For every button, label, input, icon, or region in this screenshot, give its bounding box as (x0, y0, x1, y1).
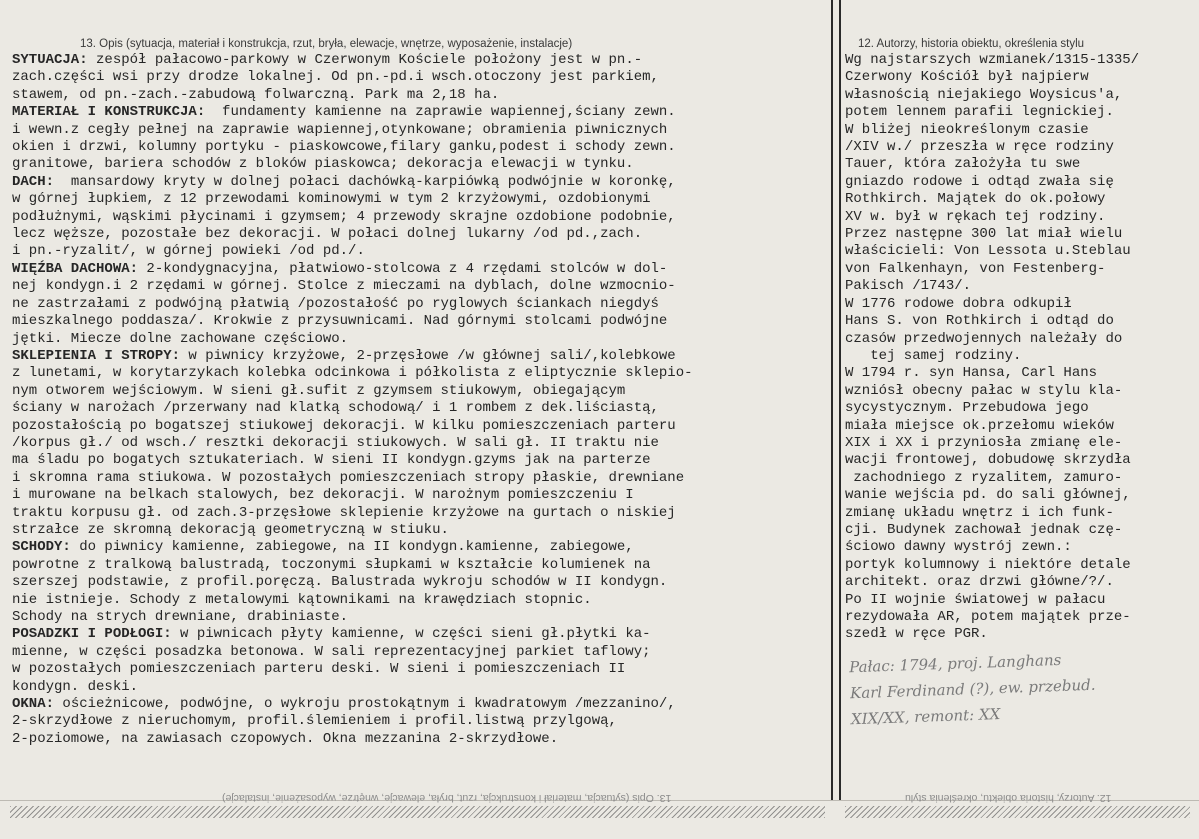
section-text: Schody na strych drewniane, drabiniaste. (12, 609, 349, 625)
section-text: powrotne z tralkową balustradą, toczonymi słupkami w kształcie kolumienek na (12, 556, 651, 573)
text-line (12, 731, 693, 748)
section-text: okien i drzwi, kolumny portyku - piaskowcowe,filary ganku,podest i schody zewn. (12, 139, 676, 156)
mirrored-footer-right: 12. Autorzy, historia obiektu, określenia stylu (905, 792, 1112, 804)
section-text: i wewn.z cegły pełnej na zaprawie wapiennej,otynkowane; obramienia piwnicznych (12, 121, 668, 138)
history-line: potem lennem parafii legnickiej. (845, 104, 1114, 121)
text-line (12, 122, 693, 139)
text-line (12, 609, 693, 626)
history-line: architekt. oraz drzwi główne/?/. (845, 574, 1114, 591)
history-line: Tauer, która założyła tu swe (845, 156, 1081, 173)
section-text: i skromna rama stiukowa. W pozostałych pomieszczeniach stropy płaskie, drewniane (12, 469, 685, 486)
handwritten-line: Karl Ferdinand (?), ew. przebud. (849, 675, 1096, 703)
history-line: zmianę układu wnętrz i ich funk- (845, 504, 1114, 521)
section-text: ściany w narożach /przerwany nad klatką schodową/ i 1 rombem z dek.liściastą, (12, 400, 659, 417)
history-line: W bliżej nieokreślonym czasie (845, 121, 1089, 138)
text-line (12, 592, 693, 609)
section-text: i pn.-ryzalit/, w górnej powieki /od pd./. (12, 243, 365, 260)
section-text: strzałce ze skromną dekoracją geometryczną w stiuku. (12, 521, 449, 538)
text-line (12, 661, 693, 678)
section-text: ne zastrzałami z podwójną płatwią /pozostałość po ryglowych ściankach niegdyś (12, 295, 659, 312)
section-text: zespół pałacowo-parkowy w Czerwonym Kościele położony jest w pn.- (87, 52, 643, 68)
text-line (12, 679, 693, 696)
history-line: wanie wejścia pd. do sali głównej, (845, 487, 1131, 504)
section-text: kondygn. deski. (12, 678, 139, 695)
text-line (12, 243, 693, 260)
section-text: i murowane na belkach stalowych, bez dekoracji. W narożnym pomieszczeniu I (12, 487, 634, 504)
history-column (845, 52, 1139, 644)
history-line: szedł w ręce PGR. (845, 626, 988, 643)
history-line: tej samej rodziny. (845, 347, 1022, 364)
text-line (12, 557, 693, 574)
history-line: XIX i XX i przyniosła zmianę ele- (845, 434, 1123, 451)
section-heading: OKNA: (12, 696, 55, 713)
handwritten-annotation (849, 646, 1097, 733)
text-line (12, 296, 693, 313)
section-text: pozostałością po bogatszej stiukowej dekoracji. W kilku pomieszczeniach parteru (12, 417, 676, 434)
history-line: Pakisch /1743/. (845, 278, 972, 295)
history-line: XV w. był w rękach tej rodziny. (845, 208, 1106, 225)
text-line (12, 69, 693, 86)
text-line (12, 626, 693, 643)
section-heading: MATERIAŁ I KONSTRUKCJA: (12, 104, 206, 121)
section-text: 2-poziomowe, na zawiasach czopowych. Okna mezzanina 2-skrzydłowe. (12, 730, 559, 747)
history-line: Rothkirch. Majątek do ok.połowy (845, 191, 1106, 208)
mirrored-footer-left: 13. Opis (sytuacja, materiał i konstrukcja, rzut, bryła, elewacje, wnętrze, wyposażenie, instalacje) (222, 792, 672, 804)
text-line (12, 418, 693, 435)
section-text: w piwnicy krzyżowe, 2-przęsłowe /w głównej sali/,kolebkowe (180, 347, 676, 364)
section-heading: SCHODY: (12, 539, 71, 556)
section-heading: DACH: (12, 173, 55, 190)
history-line: wacji frontowej, dobudowę skrzydła (845, 452, 1131, 469)
history-line: cji. Budynek zachował jednak czę- (845, 521, 1123, 538)
section-heading: SYTUACJA: (12, 52, 88, 68)
section-text: nym otworem wejściowym. W sieni gł.sufit z gzymsem stiukowym, obiegającym (12, 382, 626, 399)
section-text: /korpus gł./ od wsch./ resztki dekoracji stiukowych. W sali gł. II traktu nie (12, 434, 659, 451)
section-text: w górnej łupkiem, z 12 przewodami kominowymi w tym 2 krzyżowymi, ozdobionymi (12, 191, 651, 208)
section-text: mansardowy kryty w dolnej połaci dachówką-karpiówką podwójnie w koronkę, (54, 173, 676, 190)
section-heading: SKLEPIENIA I STROPY: (12, 347, 181, 364)
text-line (12, 487, 693, 504)
text-line (12, 348, 693, 365)
text-line (12, 574, 693, 591)
section-text: stawem, od pn.-zach.-zabudową folwarczną. Park ma 2,18 ha. (12, 86, 500, 103)
text-line (12, 522, 693, 539)
text-line (12, 87, 693, 104)
section-text: w piwnicach płyty kamienne, w części sieni gł.płytki ka- (171, 626, 651, 643)
history-line: /XIV w./ przeszła w ręce rodziny (845, 139, 1114, 156)
text-line (12, 139, 693, 156)
history-line: sycystycznym. Przebudowa jego (845, 400, 1089, 417)
text-line (12, 383, 693, 400)
history-line: Hans S. von Rothkirch i odtąd do (845, 313, 1114, 330)
text-line (12, 174, 693, 191)
section-text: do piwnicy kamienne, zabiegowe, na II kondygn.kamienne, zabiegowe, (70, 539, 634, 556)
history-line: właścicieli: Von Lessota u.Steblau (845, 243, 1131, 260)
history-line: portyk kolumnowy i niektóre detale (845, 556, 1131, 573)
text-line (12, 400, 693, 417)
text-line (12, 696, 693, 713)
section-text: 2-skrzydłowe z nieruchomym, profil.ślemieniem i profil.listwą przylgową, (12, 713, 617, 730)
section-text: mieszkalnego poddasza/. Krokwie z przysuwnicami. Nad górnymi stolcami podwójne (12, 313, 668, 330)
text-line (12, 52, 693, 69)
history-line: W 1776 rodowe dobra odkupił (845, 295, 1072, 312)
history-line: miała miejsce ok.przełomu wieków (845, 417, 1114, 434)
history-line: W 1794 r. syn Hansa, Carl Hans (845, 365, 1098, 382)
section-text: 2-kondygnacyjna, płatwiowo-stolcowa z 4 rzędami stolców w dol- (138, 260, 668, 277)
section-text: zach.części wsi przy drodze lokalnej. Od pn.-pd.i wsch.otoczony jest parkiem, (12, 69, 659, 86)
text-line (12, 435, 693, 452)
text-line (12, 278, 693, 295)
section-text: mienne, w części posadzka betonowa. W sali reprezentacyjnej parkiet taflowy; (12, 643, 651, 660)
text-line (12, 331, 693, 348)
section-heading: WIĘŹBA DACHOWA: (12, 260, 139, 277)
history-line: rezydowała AR, potem majątek prze- (845, 609, 1131, 625)
section-text: ma śladu po bogatych sztukateriach. W sieni II kondygn.gzyms jak na parterze (12, 452, 651, 469)
section-text: granitowe, bariera schodów z bloków piaskowca; dekoracja elewacji w tynku. (12, 156, 634, 173)
handwritten-line: XIX/XX, remont: XX (850, 705, 1001, 729)
history-line: Przez następne 300 lat miał wielu (845, 226, 1123, 243)
text-line (12, 191, 693, 208)
section-text: ościeżnicowe, podwójne, o wykroju prostokątnym i kwadratowym /mezzanino/, (54, 696, 676, 713)
section-text: lecz węższe, pozostałe bez dekoracji. W połaci dolnej lukarny /od pd.,zach. (12, 226, 643, 243)
text-line (12, 713, 693, 730)
history-line: zachodniego z ryzalitem, zamuro- (845, 469, 1123, 486)
history-line: Wg najstarszych wzmianek/1315-1335/ (845, 52, 1140, 68)
section-text: w pozostałych pomieszczeniach parteru deski. W sieni i pomieszczeniach II (12, 661, 626, 678)
section-text: jętki. Miecze dolne zachowane częściowo. (12, 330, 349, 347)
text-line (12, 644, 693, 661)
text-line (12, 156, 693, 173)
section-text: z lunetami, w korytarzykach kolebka odcinkowa i półkolista z eliptycznie sklepio- (12, 365, 693, 382)
text-line (12, 226, 693, 243)
text-line (12, 452, 693, 469)
section-text: traktu korpusu gł. od zach.3-przęsłowe sklepienie krzyżowe na gurtach o niskiej (12, 504, 676, 521)
text-line (12, 209, 693, 226)
text-line (12, 313, 693, 330)
left-column-header: 13. Opis (sytuacja, materiał i konstrukcja, rzut, bryła, elewacje, wnętrze, wyposażenie, instalacje) (80, 38, 573, 50)
text-line (12, 104, 693, 121)
column-divider-double (839, 0, 841, 800)
text-line (12, 539, 693, 556)
section-text: fundamenty kamienne na zaprawie wapiennej,ściany zewn. (205, 104, 676, 121)
text-line (12, 470, 693, 487)
history-line: czasów przedwojennych należały do (845, 330, 1123, 347)
section-text: nie istnieje. Schody z metalowymi kątownikami na krawędziach stopnic. (12, 591, 592, 608)
text-line (12, 261, 693, 278)
hatched-edge-left (10, 806, 825, 818)
column-divider (831, 0, 833, 800)
text-line (12, 505, 693, 522)
history-line: własnością niejakiego Woysicus'a, (845, 86, 1123, 103)
section-text: nej kondygn.i 2 rzędami w górnej. Stolce z mieczami na dyblach, dolne wzmocnio- (12, 278, 676, 295)
history-line: Czerwony Kościół był najpierw (845, 69, 1089, 86)
section-heading: POSADZKI I PODŁOGI: (12, 626, 172, 643)
history-line: ściowo dawny wystrój zewn.: (845, 539, 1072, 556)
description-column (12, 52, 693, 748)
history-line: wzniósł obecny pałac w stylu kla- (845, 382, 1123, 399)
history-line: von Falkenhayn, von Festenberg- (845, 260, 1106, 277)
text-line (12, 365, 693, 382)
handwritten-line: Pałac: 1794, proj. Langhans (848, 650, 1062, 677)
section-text: podłużnymi, wąskimi płycinami i gzymsem; 4 przewody skrajne ozdobione podobnie, (12, 208, 676, 225)
section-text: szerszej podstawie, z profil.poręczą. Balustrada wykroju schodów w II kondygn. (12, 574, 668, 591)
history-line: gniazdo rodowe i odtąd zwała się (845, 173, 1114, 190)
right-column-header: 12. Autorzy, historia obiektu, określenia stylu (858, 38, 1085, 50)
hatched-edge-right (845, 806, 1190, 818)
history-line: Po II wojnie światowej w pałacu (845, 591, 1106, 608)
